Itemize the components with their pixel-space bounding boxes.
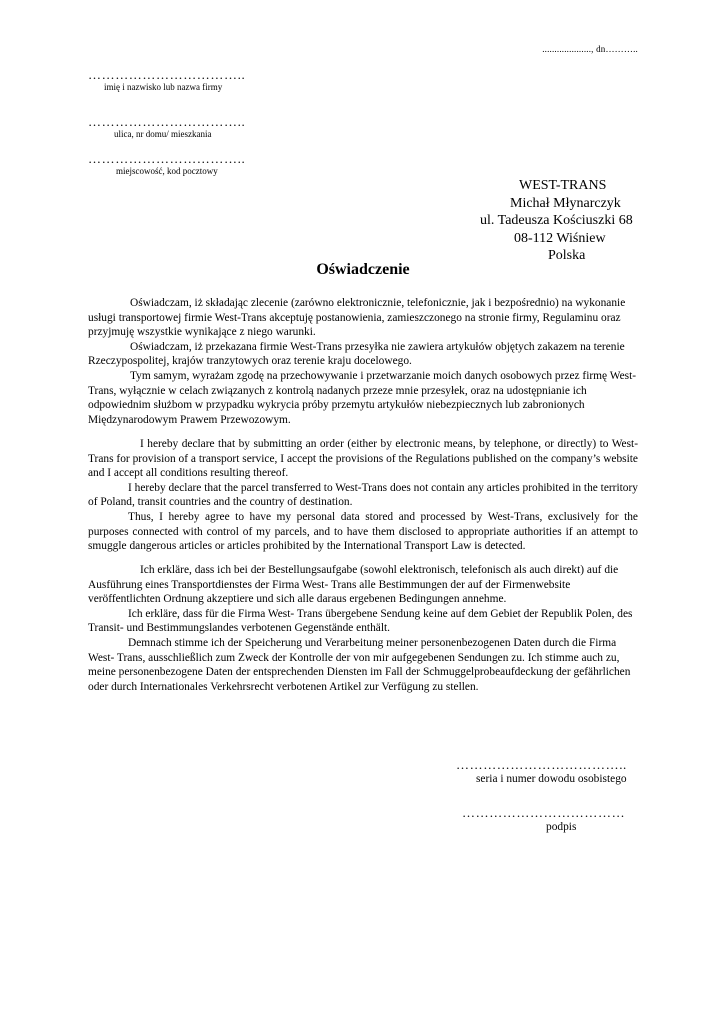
- date-line: ...................., dn………..: [542, 44, 638, 54]
- english-paragraph: Thus, I hereby agree to have my personal data stored and processed by West-Trans, exclusively for the purposes connected with control of my parcels, and to have them disclosed to appropriate authorities if an attempt to smuggle dangerous articles or articles prohibited by the International Transport Law is detected.: [88, 510, 638, 553]
- document-title: [0, 261, 724, 279]
- german-declaration: [88, 563, 638, 694]
- sender-city-field: [88, 152, 268, 177]
- sender-name-field: [88, 68, 268, 93]
- sender-city-dots: ……………………………..: [88, 152, 246, 166]
- german-paragraph: Ich erkläre, dass für die Firma West- Trans übergebene Sendung keine auf dem Gebiet der Republik Polen, des Transit- und Bestimmungslandes verbotenen Gegenstände enthält.: [88, 607, 633, 635]
- sender-street-label: ulica, nr domu/ mieszkania: [114, 129, 212, 139]
- recipient-person: Michał Młynarczyk: [510, 195, 621, 211]
- sender-name-label: imię i nazwisko lub nazwa firmy: [104, 82, 223, 92]
- sender-street-dots: ……………………………..: [88, 115, 246, 129]
- english-paragraph: I hereby declare that by submitting an order (either by electronic means, by telephone, or directly) to West-Trans for provision of a transport service, I accept the provisions of the Regulations published on the company’s website and I accept all conditions resulting thereof.: [88, 438, 638, 480]
- sender-city-label: miejscowość, kod pocztowy: [116, 166, 218, 176]
- polish-paragraph: Oświadczam, iż składając zlecenie (zarówno elektronicznie, telefonicznie, jak i bezpośrednio) na wykonanie usługi transportowej firmie West-Trans akceptuję postanowienia, zamieszczonego na stronie firmy, Regulaminu oraz przyjmuję wszystkie wynikające z niego warunki.: [88, 297, 626, 339]
- recipient-country: Polska: [548, 248, 586, 263]
- document-title-text: Oświadczenie: [316, 261, 410, 278]
- english-paragraph: I hereby declare that the parcel transferred to West-Trans does not contain any articles prohibited in the territory of Poland, transit countries and the country of destination.: [88, 481, 638, 509]
- id-number-field: [456, 758, 656, 786]
- recipient-address: [470, 177, 670, 265]
- polish-paragraph: Tym samym, wyrażam zgodę na przechowywanie i przetwarzanie moich danych osobowych przez firmę West-Trans, wyłącznie w celach związanych z kontrolą nadanych przeze mnie przesyłek, oraz na udostępnianie ich odpowiednim służbom w przypadku wykrycia próby przemytu artykułów niebezpiecznych lub zabronionych Międzynarodowym Prawem Przewozowym.: [88, 369, 637, 426]
- id-number-dots: ………………………………..: [456, 758, 627, 772]
- polish-declaration: [88, 296, 638, 427]
- german-paragraph: Ich erkläre, dass ich bei der Bestellungsaufgabe (sowohl elektronisch, telefonisch als auch direkt) auf die Ausführung eines Transportdienstes der Firma West- Trans alle Bestimmungen der auf der Firmenwebsite veröffentlichten Ordnung akzeptiere und sich alle daraus ergebenen Bedingungen annehme.: [88, 564, 619, 606]
- signature-field: [462, 806, 662, 834]
- recipient-city: 08-112 Wiśniew: [514, 230, 606, 246]
- sender-street-field: [88, 115, 268, 140]
- recipient-company: WEST-TRANS: [519, 178, 607, 193]
- signature-dots: ………………………………: [462, 806, 626, 820]
- german-paragraph: Demnach stimme ich der Speicherung und Verarbeitung meiner personenbezogenen Daten durch die Firma West- Trans, ausschließlich zum Zweck der Kontrolle der von mir aufgegebenen Sendungen zu. Ich stimme auch zu, meine personenbezogene Daten der entsprechenden Diensten im Fall der Schmuggelprobeaufdeckung der gefährlichen oder durch Internationales Verkehrsrecht verbotenen Artikel zur Verfügung zu stellen.: [88, 636, 631, 693]
- signature-label: podpis: [546, 821, 577, 833]
- id-number-label: seria i numer dowodu osobistego: [476, 773, 627, 785]
- english-declaration: [88, 437, 638, 554]
- recipient-street: ul. Tadeusza Kościuszki 68: [480, 213, 633, 228]
- sender-name-dots: ……………………………..: [88, 68, 246, 82]
- polish-paragraph: Oświadczam, iż przekazana firmie West-Trans przesyłka nie zawiera artykułów objętych zakazem na terenie Rzeczypospolitej, krajów tranzytowych oraz terenie kraju docelowego.: [88, 340, 625, 368]
